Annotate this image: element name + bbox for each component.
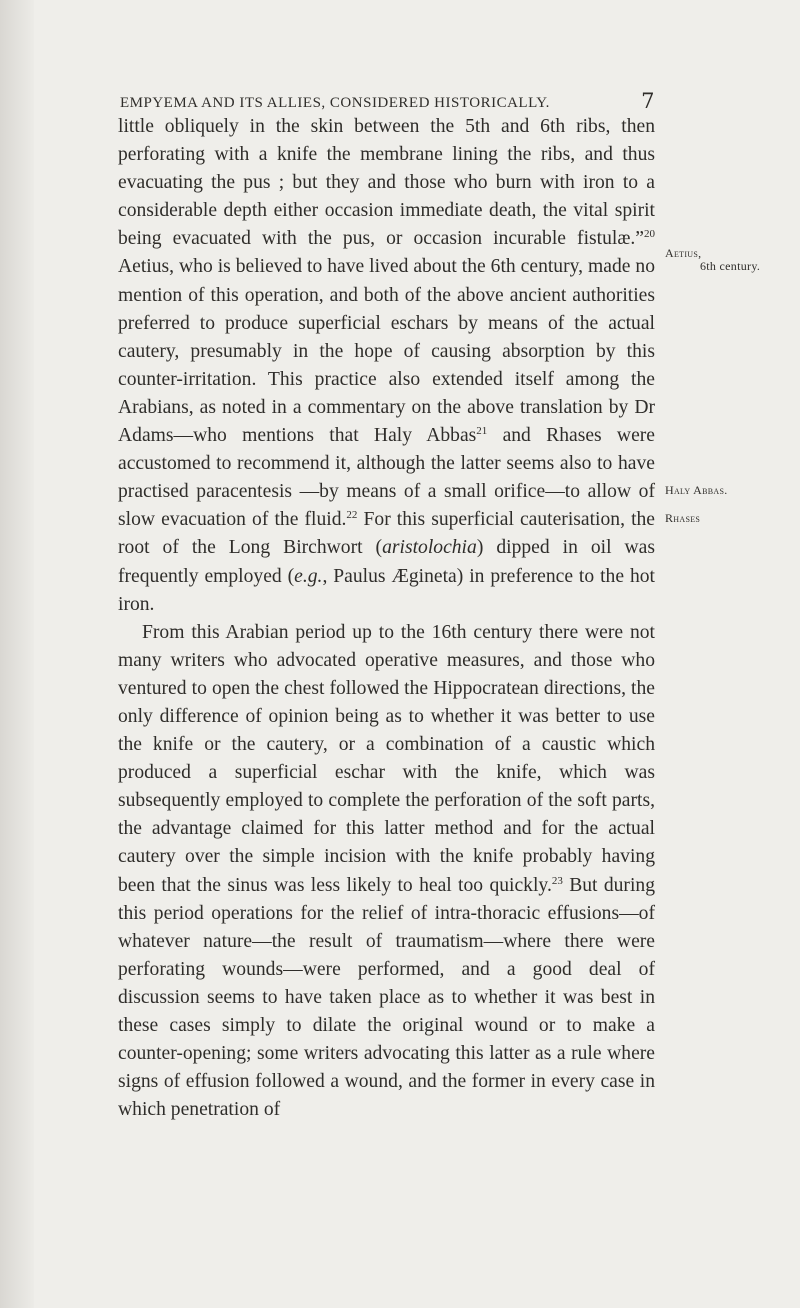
text-run: ) dipped in oil was frequently employed ( [118,537,656,587]
running-header [120,89,655,113]
page-number: 7 [641,89,655,113]
text-run: For this superficial cauterisation, the root of the Long Birchwort ( [118,509,656,559]
text-run: Aetius, who is believed to have lived about the 6th century, made no mention of this operation, and both of the above ancient authorities preferred to produce superficial eschars by means of the actual cautery, presumably in the hope of causing absorption by this counter-irritation. This practice also extended itself among the Arabians, as noted in a commentary on the above translation by Dr Adams—who mentions that Haly Abbas [118,256,655,447]
side-note-line: Rhases [665,511,701,525]
side-note-haly-abbas [665,484,728,497]
side-note-line: Aetius, [665,246,702,260]
text-run: But during this period operations for the relief of intra-thoracic effusions—of whatever nature—the result of traumatism—where there were perforating wounds—were performed, and a good deal of discussion seems to have taken place as to whether it was best in these cases simply to dilate the original wound or to make a counter-opening; some writers advocating this latter as a rule where signs of effusion followed a wound, and the former in every case in which penetration of [118,874,655,1121]
footnote-ref: 23 [551,874,563,887]
paragraph [118,113,655,619]
body-text [118,113,655,1124]
footnote-ref: 20 [644,228,655,241]
side-note-aetius [665,247,760,273]
text-run: From this Arabian period up to the 16th century there were not many writers who advocated operative measures, and those who ventured to open the chest followed the Hippocratean directions, the only difference of opinion being as to whether it was better to use the knife or the cautery, or a combination of a caustic which produced a superficial eschar with the knife, which was subsequently employed to complete the perforation of the soft parts, the advantage claimed for this latter method and for the actual cautery over the simple incision with the knife probably having been that the sinus was less likely to heal too quickly. [118,621,655,896]
running-title: EMPYEMA AND ITS ALLIES, CONSIDERED HISTORICALLY. [120,95,550,111]
side-note-line: Haly Abbas. [665,483,728,497]
side-note-line: 6th century. [700,259,761,273]
paragraph [118,619,655,1125]
footnote-ref: 21 [476,425,488,438]
text-run: , Paulus Ægineta) in preference to the hot iron. [118,565,655,615]
text-run: little obliquely in the skin between the 5th and 6th ribs, then perforating with a knife the membrane lining the ribs, and thus evacuating the pus ; but they and those who burn with iron to a considerable depth either occasion immediate death, the vital spirit being evacuated with the pus, or occasion incurable fistulæ.” [118,116,655,250]
footnote-ref: 22 [346,509,358,522]
page-gutter [0,0,34,1308]
italic-term: aristolochia [382,537,477,559]
text-run: and Rhases were accustomed to recommend it, although the latter seems also to have practised paracentesis —by means of a small orifice—to allow of slow evacuation of the fluid. [118,425,655,531]
italic-term: e.g. [294,565,323,587]
side-note-rhases [665,512,700,525]
